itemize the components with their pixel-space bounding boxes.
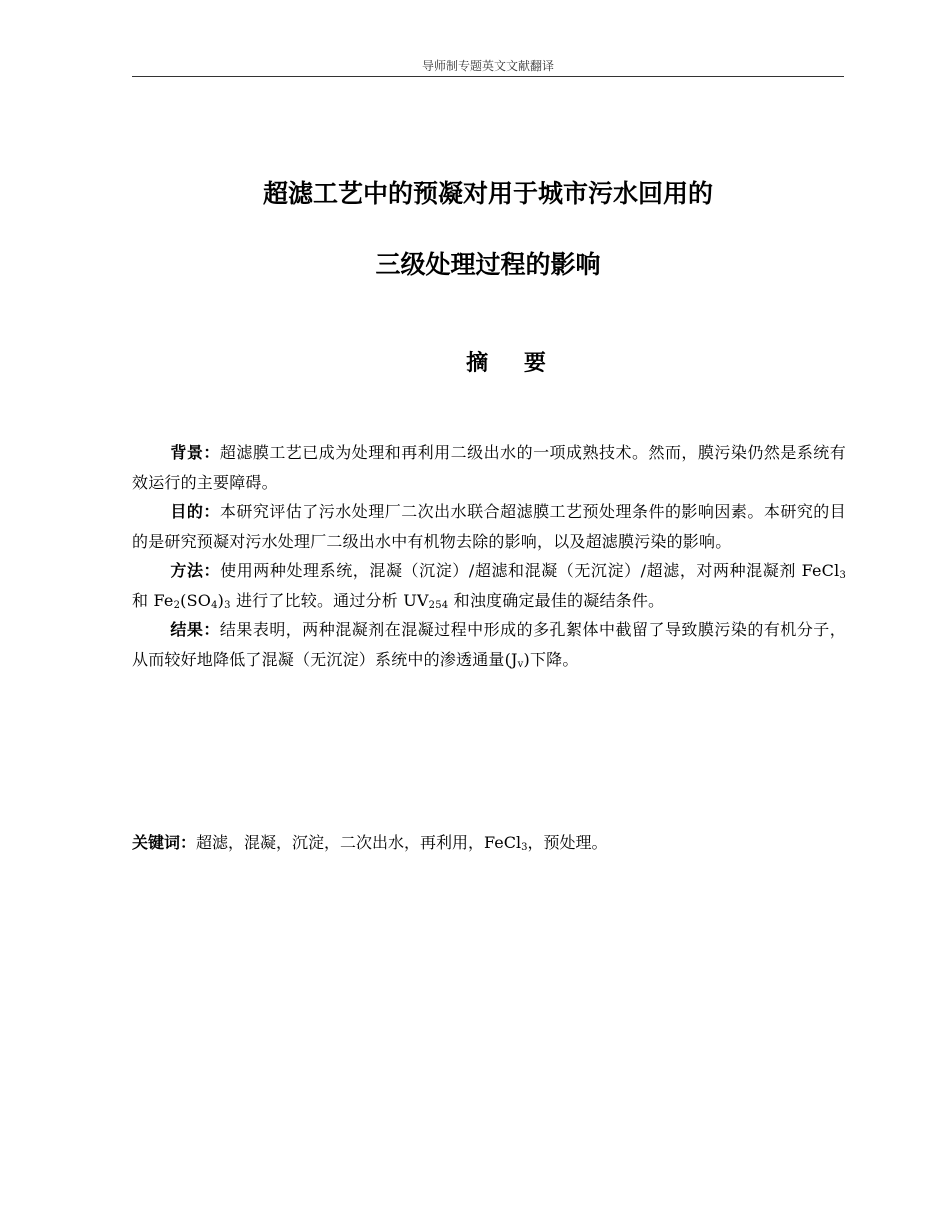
methods-text-f: 和浊度确定最佳的凝结条件。 bbox=[448, 590, 665, 610]
methods-label: 方法： bbox=[170, 561, 221, 580]
methods-subscript-3: 4 bbox=[211, 599, 218, 611]
background-paragraph bbox=[132, 438, 846, 497]
abstract-body bbox=[132, 438, 846, 674]
methods-subscript-5: 254 bbox=[428, 599, 449, 611]
objective-label: 目的： bbox=[170, 502, 220, 521]
results-text-b: )下降。 bbox=[523, 649, 579, 669]
methods-paragraph bbox=[132, 556, 846, 615]
methods-subscript-1: 3 bbox=[839, 570, 846, 581]
keywords-line bbox=[132, 828, 846, 858]
background-text: 超滤膜工艺已成为处理和再利用二级出水的一项成熟技术。然而，膜污染仍然是系统有效运行的主要障碍。 bbox=[132, 443, 846, 492]
results-label: 结果： bbox=[170, 620, 220, 639]
objective-text: 本研究评估了污水处理厂二次出水联合超滤膜工艺预处理条件的影响因素。本研究的目的是研究预凝对污水处理厂二级出水中有机物去除的影响，以及超滤膜污染的影响。 bbox=[132, 502, 846, 551]
document-title-line-1: 超滤工艺中的预凝对用于城市污水回用的 bbox=[262, 179, 713, 208]
results-subscript-1: v bbox=[517, 658, 524, 670]
methods-text-d: ) bbox=[217, 590, 225, 610]
methods-subscript-2: 2 bbox=[173, 599, 181, 611]
results-paragraph bbox=[132, 615, 846, 674]
page-header: 导师制专题英文文献翻译 bbox=[421, 59, 554, 73]
keywords-label: 关键词： bbox=[132, 833, 197, 852]
header-divider bbox=[132, 76, 844, 77]
keywords-text-a: 超滤，混凝，沉淀，二次出水，再利用，FeCl bbox=[196, 833, 522, 852]
keywords-text-b: ，预处理。 bbox=[527, 833, 608, 852]
methods-text-c: (SO bbox=[180, 590, 212, 610]
methods-subscript-4: 3 bbox=[224, 599, 231, 611]
keywords-subscript-1: 3 bbox=[521, 842, 528, 853]
document-title-line-2: 三级处理过程的影响 bbox=[375, 250, 601, 279]
abstract-heading: 摘 要 bbox=[466, 351, 560, 376]
results-text-a: 结果表明，两种混凝剂在混凝过程中形成的多孔絮体中截留了导致膜污染的有机分子，从而较好地降低了混凝（无沉淀）系统中的渗透通量(J bbox=[132, 620, 846, 669]
methods-text-e: 进行了比较。通过分析 UV bbox=[230, 590, 429, 610]
methods-text-b: 和 Fe bbox=[132, 590, 174, 610]
objective-paragraph bbox=[132, 497, 846, 556]
methods-text-a: 使用两种处理系统，混凝（沉淀）/超滤和混凝（无沉淀）/超滤，对两种混凝剂 FeCl bbox=[220, 561, 840, 580]
background-label: 背景： bbox=[170, 443, 220, 462]
